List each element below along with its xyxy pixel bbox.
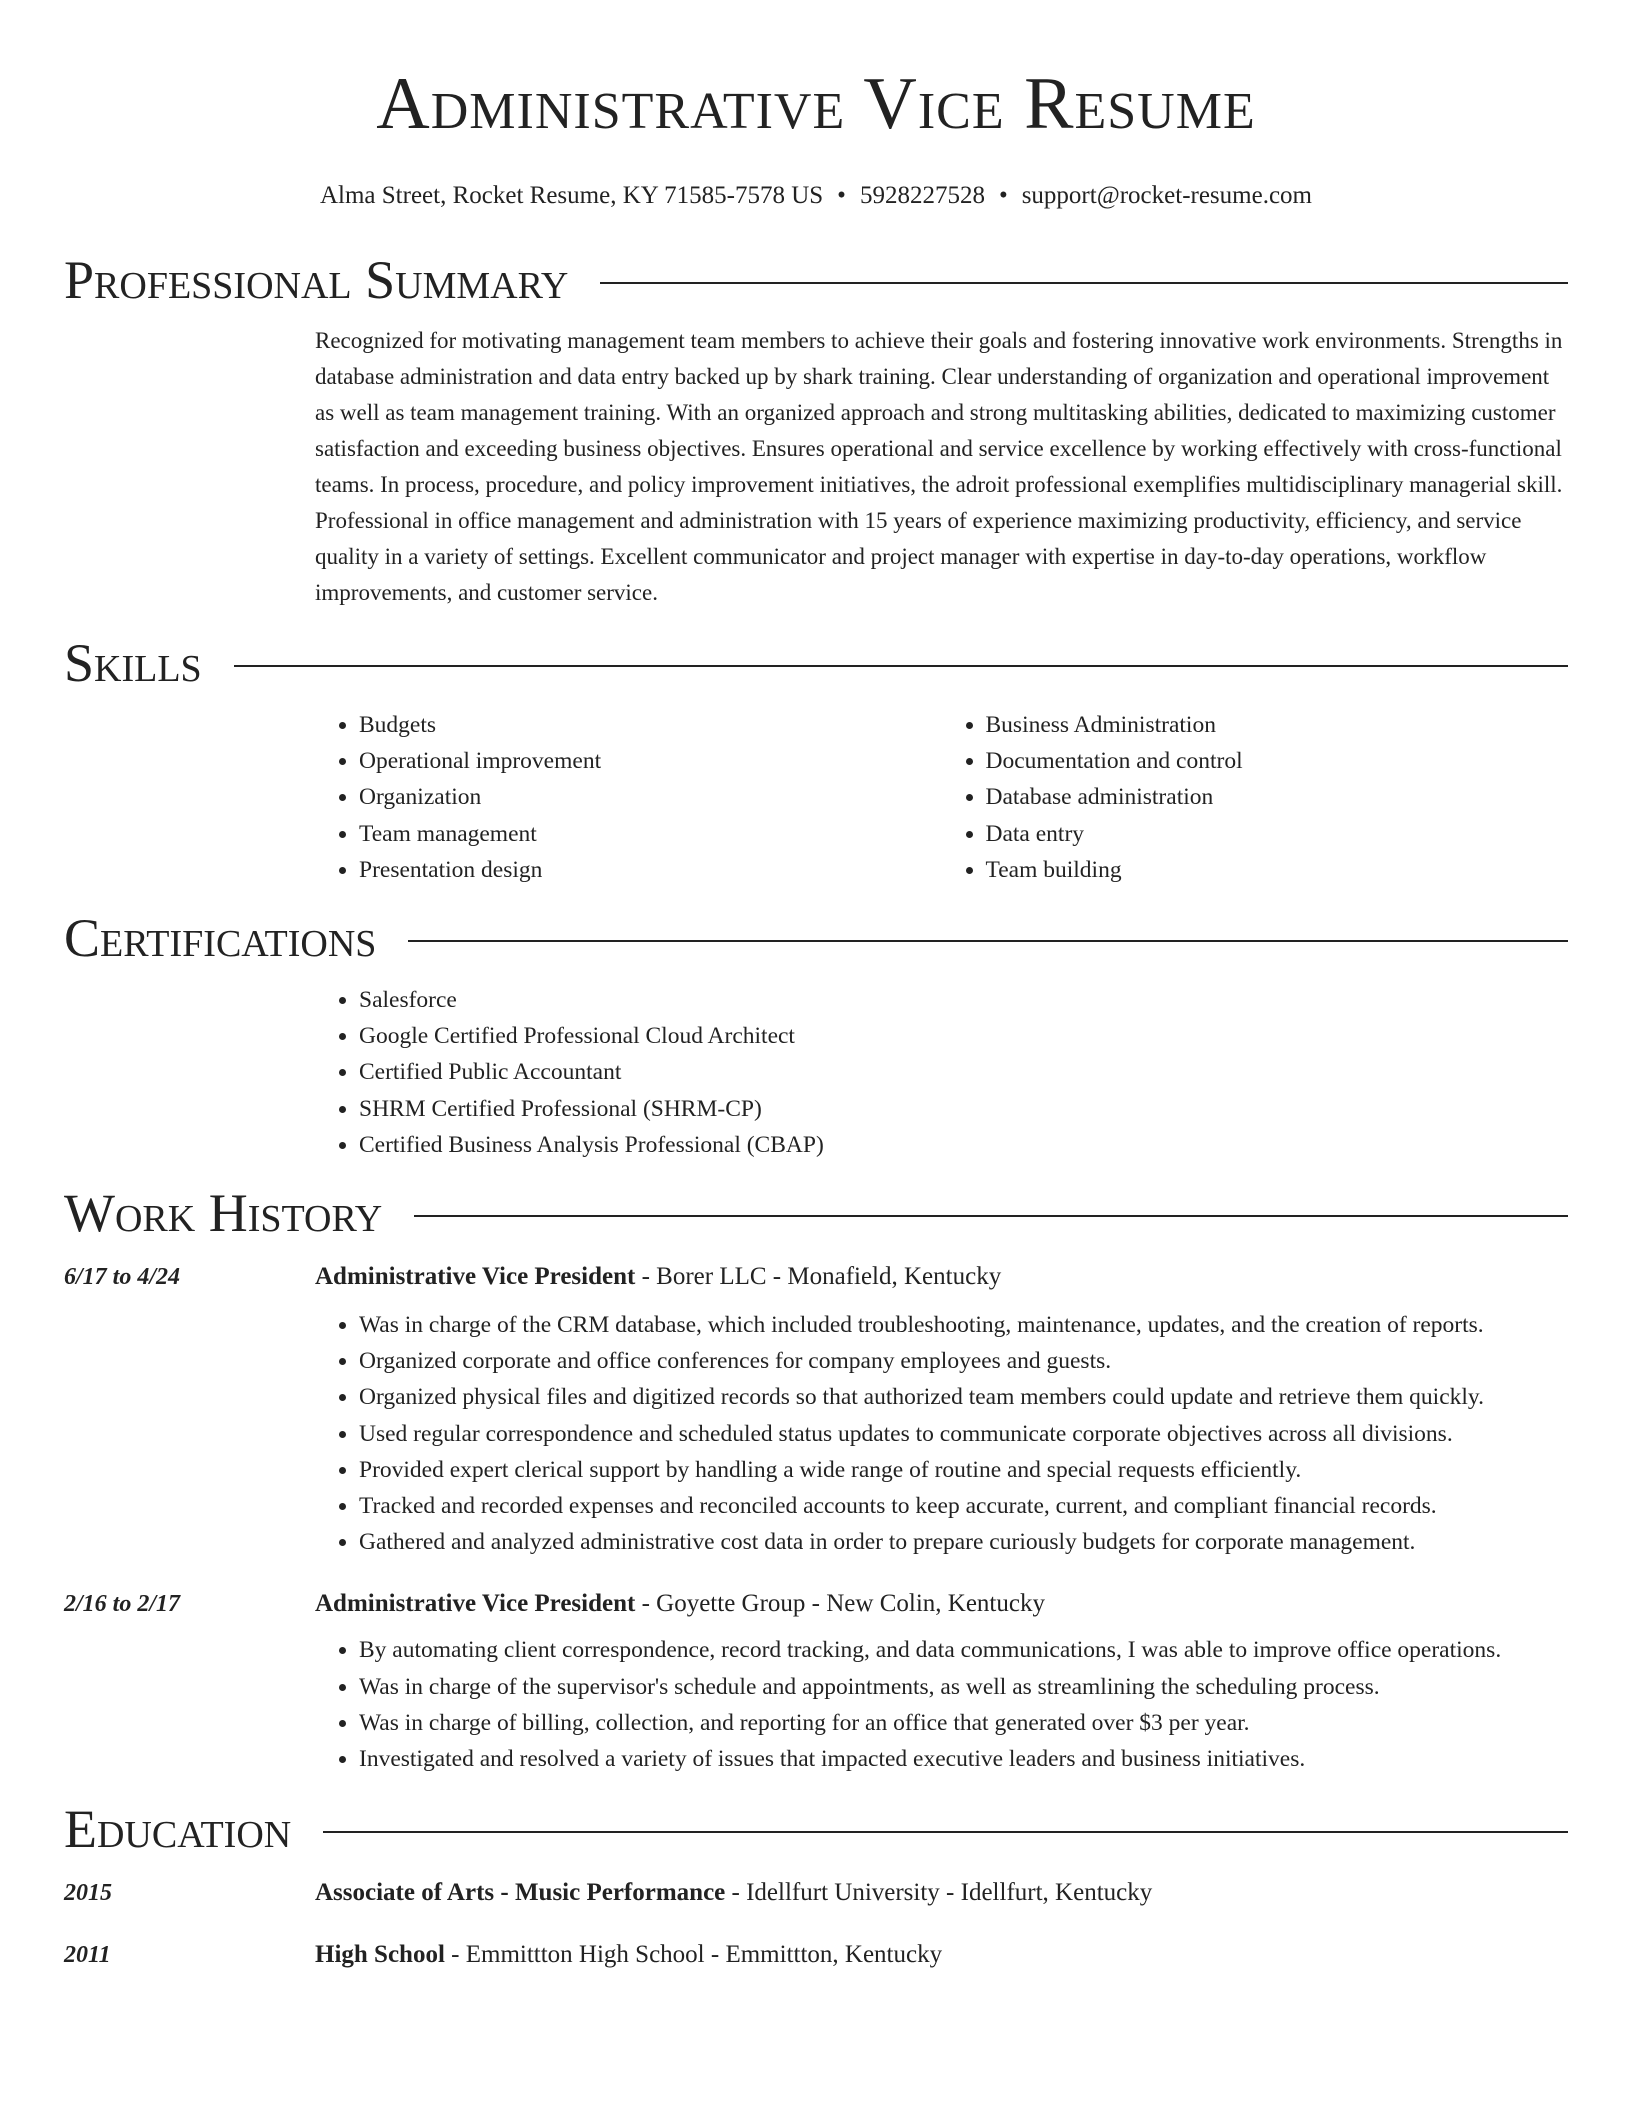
certification-item: • Certified Business Analysis Professional (CBAP) (359, 1127, 1568, 1163)
education-details: - Idellfurt University - Idellfurt, Kentucky (725, 1879, 1153, 1907)
contact-separator: • (837, 182, 846, 209)
job-bullet: • By automating client correspondence, record tracking, and data communications, I was able to improve office operations. (359, 1632, 1568, 1668)
contact-line (64, 180, 1568, 212)
contact-separator: • (998, 182, 1008, 209)
skill-item: • Database administration (986, 779, 1569, 815)
job-bullet: • Organized corporate and office conferences for company employees and guests. (359, 1343, 1568, 1379)
work-history-header (64, 1183, 1568, 1243)
skill-item: • Organization (359, 779, 942, 815)
skill-item: • Business Administration (986, 707, 1569, 743)
education-year: 2011 (64, 1942, 111, 1969)
section-divider (600, 282, 1568, 284)
certification-item: • Salesforce (359, 982, 1568, 1018)
education-details: - Emmittton High School - Emmittton, Kentucky (444, 1941, 943, 1969)
certifications-body (315, 982, 1568, 1163)
summary-body (315, 323, 1568, 611)
job-details: - Borer LLC - Monafield, Kentucky (635, 1263, 1002, 1291)
education-section (64, 1799, 1568, 1969)
summary-text: Recognized for motivating management team members to achieve their goals and fostering innovative work environments. Strengths in database administration and data entry backed up by shark training. Clear understanding of organization and operational improvement as well as team management training. With an organized approach and strong multitasking abilities, dedicated to maximizing customer satisfaction and exceeding business objectives. Ensures operational and service excellence by working effectively with cross-functional teams. In process, procedure, and policy improvement initiatives, the adroit professional exemplifies multidisciplinary managerial skill. Professional in office management and administration with 15 years of experience maximizing productivity, efficiency, and service quality in a variety of settings. Excellent communicator and project manager with expertise in day-to-day operations, workflow improvements, and customer service. (315, 328, 1563, 605)
skills-section (64, 633, 1568, 888)
skills-grid (315, 707, 1568, 888)
certification-item: • SHRM Certified Professional (SHRM-CP) (359, 1091, 1568, 1127)
education-heading: Education (64, 1799, 292, 1860)
section-divider (234, 665, 1568, 667)
contact-email: support@rocket-resume.com (1021, 182, 1312, 209)
job-title: Administrative Vice President (315, 1590, 636, 1618)
skills-list-right (942, 707, 1569, 888)
skill-item: • Documentation and control (986, 743, 1569, 779)
certifications-section (64, 908, 1568, 1163)
job-entry (64, 1590, 1568, 1777)
section-divider (323, 1831, 1568, 1833)
education-year: 2015 (64, 1880, 112, 1907)
work-history-heading: Work History (64, 1183, 383, 1244)
job-heading (315, 1590, 1045, 1618)
job-dates: 6/17 to 4/24 (64, 1264, 181, 1291)
summary-header (64, 250, 1568, 310)
summary-section (64, 250, 1568, 611)
education-degree: Associate of Arts - Music Performance (315, 1879, 726, 1907)
education-entry (64, 1941, 1568, 1969)
certification-item: • Certified Public Accountant (359, 1054, 1568, 1090)
job-bullet: • Was in charge of the CRM database, which included troubleshooting, maintenance, updates, and the creation of reports. (359, 1307, 1568, 1343)
education-entry (64, 1879, 1568, 1907)
certifications-heading: Certifications (64, 908, 377, 969)
section-divider (408, 940, 1568, 942)
skill-item: • Operational improvement (359, 743, 942, 779)
job-header (64, 1263, 1568, 1291)
education-heading-line (315, 1879, 1152, 1907)
skill-item: • Data entry (986, 816, 1569, 852)
job-bullet: • Was in charge of the supervisor's schedule and appointments, as well as streamlining the scheduling process. (359, 1669, 1568, 1705)
skill-item: • Budgets (359, 707, 942, 743)
job-details: - Goyette Group - New Colin, Kentucky (635, 1590, 1045, 1618)
job-bullet: • Tracked and recorded expenses and reconciled accounts to keep accurate, current, and compliant financial records. (359, 1488, 1568, 1524)
job-header (64, 1590, 1568, 1618)
job-bullets (315, 1632, 1568, 1777)
education-heading-line (315, 1941, 942, 1969)
job-bullet: • Gathered and analyzed administrative cost data in order to prepare curiously budgets for corporate management. (359, 1524, 1568, 1560)
job-title: Administrative Vice President (315, 1263, 636, 1291)
skills-heading: Skills (64, 633, 202, 693)
work-history-section (64, 1183, 1568, 1777)
education-header (64, 1799, 1568, 1859)
job-bullet: • Provided expert clerical support by handling a wide range of routine and special requests efficiently. (359, 1452, 1568, 1488)
job-entry (64, 1263, 1568, 1560)
job-bullet: • Was in charge of billing, collection, and reporting for an office that generated over $3 per year. (359, 1705, 1568, 1741)
summary-heading: Professional Summary (64, 250, 569, 310)
resume-title: Administrative Vice Resume (376, 63, 1256, 145)
skills-list-left (315, 707, 942, 888)
job-bullets (315, 1307, 1568, 1560)
certifications-header (64, 908, 1568, 968)
section-divider (414, 1215, 1568, 1217)
skill-item: • Presentation design (359, 852, 942, 888)
job-dates: 2/16 to 2/17 (64, 1591, 181, 1618)
job-bullet-list (315, 1632, 1568, 1777)
certifications-list (315, 982, 1568, 1163)
skills-header (64, 633, 1568, 693)
job-heading (315, 1263, 1001, 1291)
job-bullet: • Investigated and resolved a variety of issues that impacted executive leaders and business initiatives. (359, 1741, 1568, 1777)
skill-item: • Team building (986, 852, 1569, 888)
contact-phone: 5928227528 (859, 182, 985, 209)
education-degree: High School (315, 1941, 445, 1969)
contact-address: Alma Street, Rocket Resume, KY 71585-7578 US (319, 182, 824, 209)
skill-item: • Team management (359, 816, 942, 852)
job-bullet: • Used regular correspondence and scheduled status updates to communicate corporate objectives across all divisions. (359, 1416, 1568, 1452)
job-bullet: • Organized physical files and digitized records so that authorized team members could update and retrieve them quickly. (359, 1379, 1568, 1415)
certification-item: • Google Certified Professional Cloud Architect (359, 1018, 1568, 1054)
job-bullet-list (315, 1307, 1568, 1560)
